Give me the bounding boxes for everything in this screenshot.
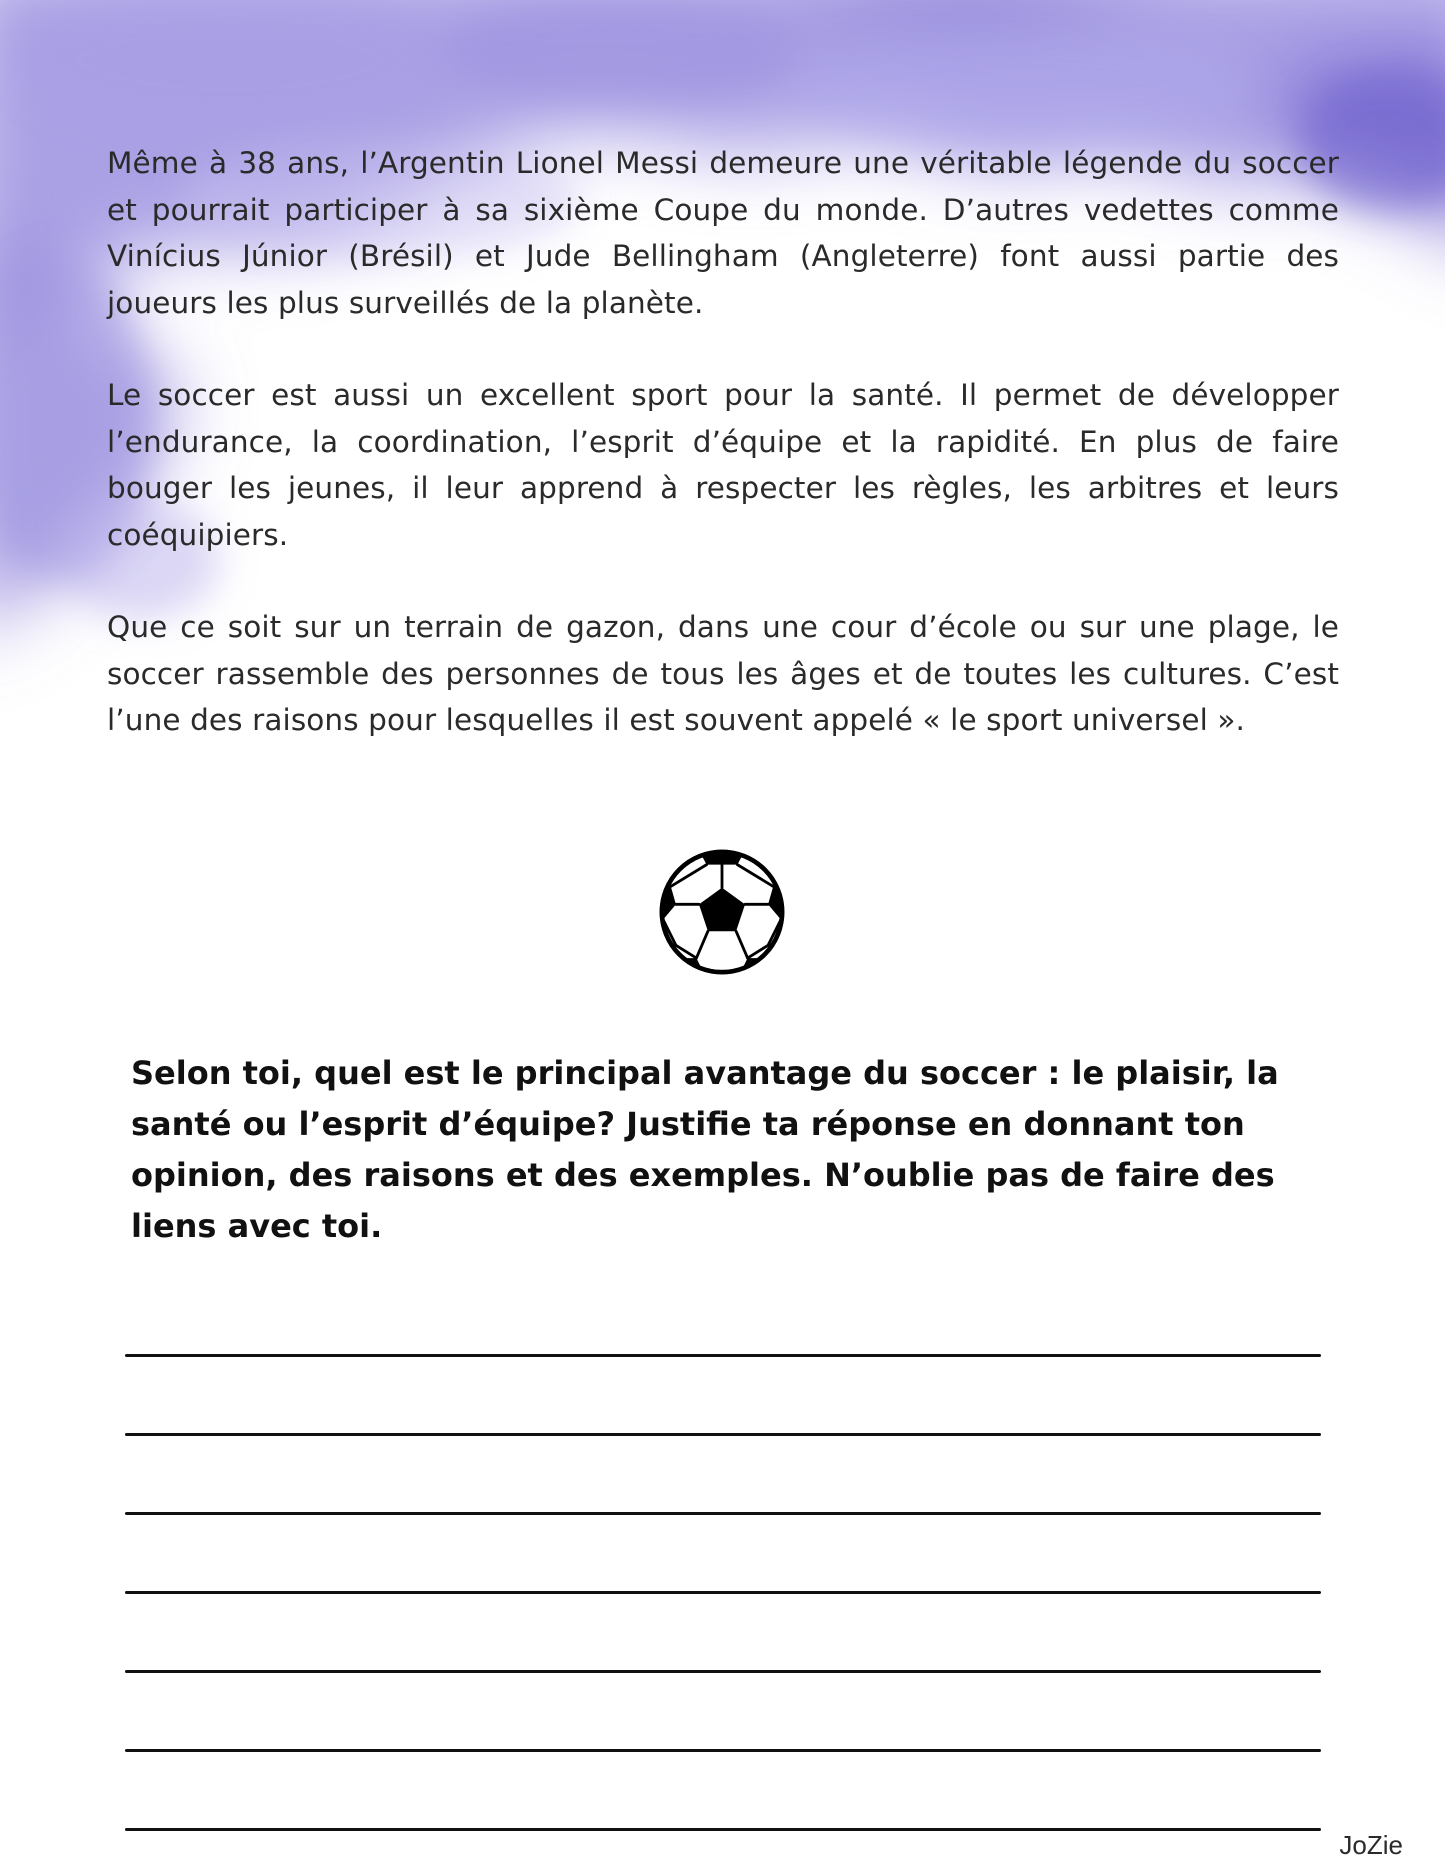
paragraph-1: Même à 38 ans, l’Argentin Lionel Messi demeure une véritable légende du soccer et pourrait participer à sa sixième Coupe du monde. D’autres vedettes comme Vinícius Júnior (Brésil) et Jude Bellingham (Angleterre) font aussi partie des joueurs les plus surveillés de la planète. <box>107 146 1339 320</box>
writing-prompt: Selon toi, quel est le principal avantage du soccer : le plaisir, la santé ou l’esprit d’équipe? Justifie ta réponse en donnant ton opinion, des raisons et des exemples. N’oublie pas de faire des liens avec toi. <box>131 1054 1279 1245</box>
author-signature: JoZie <box>1339 1830 1403 1860</box>
answer-line[interactable] <box>125 1436 1321 1515</box>
paragraph-3: Que ce soit sur un terrain de gazon, dans une cour d’école ou sur une plage, le soccer rassemble des personnes de tous les âges et de toutes les cultures. C’est l’une des raisons pour lesquelles il est souvent appelé « le sport universel ». <box>107 610 1339 737</box>
answer-line[interactable] <box>125 1594 1321 1673</box>
answer-line[interactable] <box>125 1752 1321 1831</box>
answer-lines[interactable] <box>125 1278 1321 1831</box>
answer-line[interactable] <box>125 1357 1321 1436</box>
soccer-ball-icon <box>658 848 786 976</box>
answer-line[interactable] <box>125 1278 1321 1357</box>
answer-line[interactable] <box>125 1673 1321 1752</box>
answer-line[interactable] <box>125 1515 1321 1594</box>
article-body <box>107 140 1339 790</box>
paragraph-2: Le soccer est aussi un excellent sport pour la santé. Il permet de développer l’endurance, la coordination, l’esprit d’équipe et la rapidité. En plus de faire bouger les jeunes, il leur apprend à respecter les règles, les arbitres et leurs coéquipiers. <box>107 378 1339 552</box>
